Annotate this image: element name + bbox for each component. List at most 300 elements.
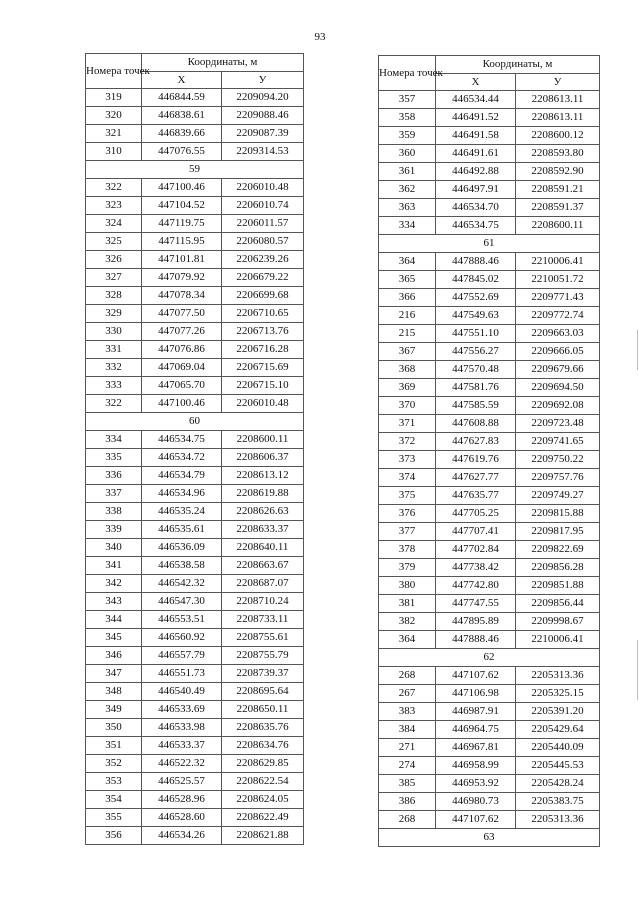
table-row [86, 647, 304, 665]
point-number-cell: 345 [86, 629, 142, 647]
point-number-cell: 331 [86, 341, 142, 359]
y-coordinate-cell: 2206010.74 [222, 197, 304, 215]
table-row [86, 827, 304, 845]
point-number-cell: 320 [86, 107, 142, 125]
y-coordinate-cell: 2208624.05 [222, 791, 304, 809]
table-row [86, 395, 304, 413]
y-column-header: У [516, 73, 600, 91]
table-row [86, 215, 304, 233]
x-coordinate-cell: 446528.96 [142, 791, 222, 809]
x-coordinate-cell: 446534.72 [142, 449, 222, 467]
point-number-cell: 361 [379, 163, 436, 181]
point-number-cell: 215 [379, 325, 436, 343]
table-row [379, 109, 600, 127]
x-coordinate-cell: 446491.58 [436, 127, 516, 145]
y-coordinate-cell: 2206713.76 [222, 323, 304, 341]
y-coordinate-cell: 2209771.43 [516, 289, 600, 307]
table-row [86, 611, 304, 629]
point-number-cell: 365 [379, 271, 436, 289]
x-coordinate-cell: 446534.70 [436, 199, 516, 217]
point-number-cell: 310 [86, 143, 142, 161]
point-number-cell: 353 [86, 773, 142, 791]
y-coordinate-cell: 2206715.69 [222, 359, 304, 377]
coordinates-header: Координаты, м [436, 56, 600, 74]
table-row [86, 557, 304, 575]
y-coordinate-cell: 2209663.03 [516, 325, 600, 343]
point-number-cell: 368 [379, 361, 436, 379]
point-number-cell: 344 [86, 611, 142, 629]
x-coordinate-cell: 447552.69 [436, 289, 516, 307]
point-number-cell: 355 [86, 809, 142, 827]
y-coordinate-cell: 2205325.15 [516, 685, 600, 703]
table-row [86, 341, 304, 359]
table-row [86, 503, 304, 521]
table-row [86, 791, 304, 809]
group-row [379, 829, 600, 847]
x-coordinate-cell: 447581.76 [436, 379, 516, 397]
y-coordinate-cell: 2205445.53 [516, 757, 600, 775]
x-coordinate-cell: 447585.59 [436, 397, 516, 415]
y-coordinate-cell: 2208622.49 [222, 809, 304, 827]
table-row [86, 665, 304, 683]
point-number-cell: 377 [379, 523, 436, 541]
y-coordinate-cell: 2210051.72 [516, 271, 600, 289]
table-row [379, 217, 600, 235]
point-number-cell: 360 [379, 145, 436, 163]
y-coordinate-cell: 2209749.27 [516, 487, 600, 505]
point-number-cell: 271 [379, 739, 436, 757]
y-coordinate-cell: 2208733.11 [222, 611, 304, 629]
point-number-cell: 370 [379, 397, 436, 415]
x-coordinate-cell: 447077.50 [142, 305, 222, 323]
point-number-cell: 364 [379, 253, 436, 271]
y-coordinate-cell: 2205313.36 [516, 667, 600, 685]
x-coordinate-cell: 447107.62 [436, 811, 516, 829]
table-row [86, 269, 304, 287]
y-coordinate-cell: 2205383.75 [516, 793, 600, 811]
point-number-cell: 362 [379, 181, 436, 199]
table-row [379, 595, 600, 613]
x-coordinate-cell: 447104.52 [142, 197, 222, 215]
group-row [379, 649, 600, 667]
x-coordinate-cell: 446560.92 [142, 629, 222, 647]
point-number-cell: 371 [379, 415, 436, 433]
table-row [86, 197, 304, 215]
point-number-cell: 378 [379, 541, 436, 559]
x-coordinate-cell: 447707.41 [436, 523, 516, 541]
y-coordinate-cell: 2206699.68 [222, 287, 304, 305]
y-coordinate-cell: 2209817.95 [516, 523, 600, 541]
x-coordinate-cell: 446491.52 [436, 109, 516, 127]
point-number-cell: 384 [379, 721, 436, 739]
y-coordinate-cell: 2208663.67 [222, 557, 304, 575]
coordinates-header: Координаты, м [142, 54, 304, 72]
point-number-cell: 347 [86, 665, 142, 683]
point-number-cell: 346 [86, 647, 142, 665]
x-coordinate-cell: 446553.51 [142, 611, 222, 629]
x-coordinate-cell: 446953.92 [436, 775, 516, 793]
y-coordinate-cell: 2206715.10 [222, 377, 304, 395]
table-row [86, 773, 304, 791]
y-coordinate-cell: 2206239.26 [222, 251, 304, 269]
y-coordinate-cell: 2208613.11 [516, 109, 600, 127]
x-coordinate-cell: 447845.02 [436, 271, 516, 289]
point-number-cell: 349 [86, 701, 142, 719]
table-row [379, 685, 600, 703]
point-number-cell: 381 [379, 595, 436, 613]
point-number-cell: 374 [379, 469, 436, 487]
table-row [86, 593, 304, 611]
table-row [379, 613, 600, 631]
table-row [379, 811, 600, 829]
x-coordinate-cell: 447107.62 [436, 667, 516, 685]
x-coordinate-cell: 447627.77 [436, 469, 516, 487]
y-coordinate-cell: 2208635.76 [222, 719, 304, 737]
table-row [86, 179, 304, 197]
y-coordinate-cell: 2205440.09 [516, 739, 600, 757]
x-coordinate-cell: 446533.37 [142, 737, 222, 755]
x-coordinate-cell: 447079.92 [142, 269, 222, 287]
point-number-cell: 342 [86, 575, 142, 593]
table-row [379, 505, 600, 523]
y-coordinate-cell: 2209772.74 [516, 307, 600, 325]
y-coordinate-cell: 2209679.66 [516, 361, 600, 379]
table-row [379, 739, 600, 757]
table-row [379, 721, 600, 739]
y-coordinate-cell: 2208619.88 [222, 485, 304, 503]
y-coordinate-cell: 2206010.48 [222, 395, 304, 413]
y-coordinate-cell: 2210006.41 [516, 631, 600, 649]
table-row [86, 719, 304, 737]
table-row [379, 163, 600, 181]
x-coordinate-cell: 446538.58 [142, 557, 222, 575]
point-number-cell: 328 [86, 287, 142, 305]
table-row [379, 487, 600, 505]
y-coordinate-cell: 2209088.46 [222, 107, 304, 125]
y-coordinate-cell: 2208687.07 [222, 575, 304, 593]
table-row [86, 377, 304, 395]
x-coordinate-cell: 447076.86 [142, 341, 222, 359]
x-coordinate-cell: 446525.57 [142, 773, 222, 791]
x-coordinate-cell: 446535.24 [142, 503, 222, 521]
table-row [379, 325, 600, 343]
table-row [86, 467, 304, 485]
table-row [86, 683, 304, 701]
x-coordinate-cell: 446987.91 [436, 703, 516, 721]
table-row [379, 253, 600, 271]
table-row [379, 577, 600, 595]
point-number-cell: 352 [86, 755, 142, 773]
point-number-cell: 366 [379, 289, 436, 307]
x-coordinate-cell: 447551.10 [436, 325, 516, 343]
y-coordinate-cell: 2209851.88 [516, 577, 600, 595]
group-number: 63 [379, 829, 600, 847]
point-number-header: Номера точек [379, 56, 436, 91]
point-number-cell: 323 [86, 197, 142, 215]
table-row [379, 379, 600, 397]
y-coordinate-cell: 2205428.24 [516, 775, 600, 793]
x-coordinate-cell: 447635.77 [436, 487, 516, 505]
y-coordinate-cell: 2205429.64 [516, 721, 600, 739]
x-coordinate-cell: 447077.26 [142, 323, 222, 341]
x-coordinate-cell: 446839.66 [142, 125, 222, 143]
x-coordinate-cell: 446497.91 [436, 181, 516, 199]
x-coordinate-cell: 446958.99 [436, 757, 516, 775]
x-coordinate-cell: 446536.09 [142, 539, 222, 557]
x-coordinate-cell: 446964.75 [436, 721, 516, 739]
point-number-cell: 367 [379, 343, 436, 361]
table-row [379, 397, 600, 415]
table-row [379, 793, 600, 811]
x-coordinate-cell: 447747.55 [436, 595, 516, 613]
x-coordinate-cell: 447115.95 [142, 233, 222, 251]
y-coordinate-cell: 2209822.69 [516, 541, 600, 559]
y-coordinate-cell: 2209856.44 [516, 595, 600, 613]
table-row [379, 703, 600, 721]
y-coordinate-cell: 2209314.53 [222, 143, 304, 161]
table-row [379, 343, 600, 361]
y-coordinate-cell: 2206080.57 [222, 233, 304, 251]
x-coordinate-cell: 447106.98 [436, 685, 516, 703]
table-row [379, 523, 600, 541]
y-coordinate-cell: 2208755.79 [222, 647, 304, 665]
y-coordinate-cell: 2208591.37 [516, 199, 600, 217]
y-coordinate-cell: 2208592.90 [516, 163, 600, 181]
y-coordinate-cell: 2209815.88 [516, 505, 600, 523]
coordinates-table-left [85, 53, 304, 845]
table-row [86, 629, 304, 647]
table-row [379, 775, 600, 793]
x-coordinate-cell: 447119.75 [142, 215, 222, 233]
x-coordinate-cell: 447100.46 [142, 395, 222, 413]
table-row [86, 251, 304, 269]
x-coordinate-cell: 446534.26 [142, 827, 222, 845]
point-number-cell: 337 [86, 485, 142, 503]
point-number-cell: 340 [86, 539, 142, 557]
table-row [86, 755, 304, 773]
group-row [86, 161, 304, 179]
point-number-header: Номера точек [86, 54, 142, 89]
y-coordinate-cell: 2208600.11 [516, 217, 600, 235]
point-number-cell: 356 [86, 827, 142, 845]
y-coordinate-cell: 2208606.37 [222, 449, 304, 467]
group-number: 61 [379, 235, 600, 253]
table-body [379, 91, 600, 847]
table-row [379, 541, 600, 559]
x-coordinate-cell: 446534.96 [142, 485, 222, 503]
point-number-cell: 363 [379, 199, 436, 217]
table-row [379, 667, 600, 685]
point-number-cell: 324 [86, 215, 142, 233]
point-number-cell: 364 [379, 631, 436, 649]
x-coordinate-cell: 447627.83 [436, 433, 516, 451]
coordinates-table-right [378, 55, 600, 847]
x-coordinate-cell: 446844.59 [142, 89, 222, 107]
point-number-cell: 333 [86, 377, 142, 395]
table-row [379, 451, 600, 469]
x-coordinate-cell: 447738.42 [436, 559, 516, 577]
x-coordinate-cell: 446547.30 [142, 593, 222, 611]
point-number-cell: 338 [86, 503, 142, 521]
point-number-cell: 268 [379, 811, 436, 829]
point-number-cell: 322 [86, 395, 142, 413]
y-coordinate-cell: 2208695.64 [222, 683, 304, 701]
table-row [86, 143, 304, 161]
point-number-cell: 354 [86, 791, 142, 809]
table-row [379, 145, 600, 163]
table-row [379, 127, 600, 145]
y-coordinate-cell: 2209998.67 [516, 613, 600, 631]
x-coordinate-cell: 447549.63 [436, 307, 516, 325]
point-number-cell: 325 [86, 233, 142, 251]
x-coordinate-cell: 447895.89 [436, 613, 516, 631]
x-coordinate-cell: 447069.04 [142, 359, 222, 377]
scan-edge-mark [637, 640, 638, 700]
point-number-cell: 385 [379, 775, 436, 793]
y-coordinate-cell: 2209087.39 [222, 125, 304, 143]
x-coordinate-cell: 446967.81 [436, 739, 516, 757]
x-coordinate-cell: 447888.46 [436, 253, 516, 271]
y-coordinate-cell: 2208755.61 [222, 629, 304, 647]
x-coordinate-cell: 446551.73 [142, 665, 222, 683]
x-coordinate-cell: 447702.84 [436, 541, 516, 559]
y-coordinate-cell: 2206679.22 [222, 269, 304, 287]
x-coordinate-cell: 446528.60 [142, 809, 222, 827]
point-number-cell: 373 [379, 451, 436, 469]
scan-edge-mark [637, 330, 638, 370]
y-coordinate-cell: 2208739.37 [222, 665, 304, 683]
y-coordinate-cell: 2205391.20 [516, 703, 600, 721]
point-number-cell: 334 [86, 431, 142, 449]
x-coordinate-cell: 446557.79 [142, 647, 222, 665]
y-coordinate-cell: 2206710.65 [222, 305, 304, 323]
x-coordinate-cell: 446542.32 [142, 575, 222, 593]
table-row [379, 559, 600, 577]
table-row [379, 271, 600, 289]
x-coordinate-cell: 447608.88 [436, 415, 516, 433]
point-number-cell: 343 [86, 593, 142, 611]
y-coordinate-cell: 2209692.08 [516, 397, 600, 415]
group-row [86, 413, 304, 431]
table-row [379, 181, 600, 199]
y-coordinate-cell: 2208621.88 [222, 827, 304, 845]
y-coordinate-cell: 2209856.28 [516, 559, 600, 577]
table-row [379, 361, 600, 379]
table-row [86, 233, 304, 251]
table-row [86, 125, 304, 143]
y-coordinate-cell: 2209750.22 [516, 451, 600, 469]
x-coordinate-cell: 446540.49 [142, 683, 222, 701]
group-number: 62 [379, 649, 600, 667]
x-coordinate-cell: 447065.70 [142, 377, 222, 395]
y-coordinate-cell: 2209094.20 [222, 89, 304, 107]
table-row [86, 449, 304, 467]
point-number-cell: 359 [379, 127, 436, 145]
y-coordinate-cell: 2208629.85 [222, 755, 304, 773]
y-coordinate-cell: 2208591.21 [516, 181, 600, 199]
table-row [86, 431, 304, 449]
point-number-cell: 339 [86, 521, 142, 539]
group-number: 59 [86, 161, 304, 179]
y-coordinate-cell: 2210006.41 [516, 253, 600, 271]
y-coordinate-cell: 2208650.11 [222, 701, 304, 719]
table-row [86, 809, 304, 827]
point-number-cell: 322 [86, 179, 142, 197]
point-number-cell: 274 [379, 757, 436, 775]
y-coordinate-cell: 2209666.05 [516, 343, 600, 361]
y-coordinate-cell: 2206010.48 [222, 179, 304, 197]
table-row [86, 521, 304, 539]
x-coordinate-cell: 446980.73 [436, 793, 516, 811]
x-coordinate-cell: 446838.61 [142, 107, 222, 125]
x-coordinate-cell: 446491.61 [436, 145, 516, 163]
point-number-cell: 372 [379, 433, 436, 451]
x-coordinate-cell: 446534.75 [436, 217, 516, 235]
table-row [379, 631, 600, 649]
x-coordinate-cell: 446533.69 [142, 701, 222, 719]
x-column-header: X [142, 71, 222, 89]
x-column-header: X [436, 73, 516, 91]
x-coordinate-cell: 447570.48 [436, 361, 516, 379]
y-coordinate-cell: 2208593.80 [516, 145, 600, 163]
point-number-cell: 351 [86, 737, 142, 755]
y-coordinate-cell: 2208600.11 [222, 431, 304, 449]
x-coordinate-cell: 447078.34 [142, 287, 222, 305]
table-row [86, 323, 304, 341]
point-number-cell: 267 [379, 685, 436, 703]
point-number-cell: 326 [86, 251, 142, 269]
table-row [86, 305, 304, 323]
y-coordinate-cell: 2208634.76 [222, 737, 304, 755]
table-row [379, 433, 600, 451]
table-row [86, 539, 304, 557]
table-row [379, 469, 600, 487]
x-coordinate-cell: 446492.88 [436, 163, 516, 181]
page-number: 93 [314, 31, 326, 43]
y-coordinate-cell: 2205313.36 [516, 811, 600, 829]
y-coordinate-cell: 2208640.11 [222, 539, 304, 557]
point-number-cell: 380 [379, 577, 436, 595]
point-number-cell: 341 [86, 557, 142, 575]
point-number-cell: 327 [86, 269, 142, 287]
x-coordinate-cell: 446522.32 [142, 755, 222, 773]
point-number-cell: 332 [86, 359, 142, 377]
y-coordinate-cell: 2208600.12 [516, 127, 600, 145]
point-number-cell: 383 [379, 703, 436, 721]
table-row [86, 107, 304, 125]
point-number-cell: 330 [86, 323, 142, 341]
point-number-cell: 379 [379, 559, 436, 577]
table-row [86, 701, 304, 719]
point-number-cell: 382 [379, 613, 436, 631]
x-coordinate-cell: 447619.76 [436, 451, 516, 469]
table-row [379, 415, 600, 433]
point-number-cell: 348 [86, 683, 142, 701]
point-number-cell: 369 [379, 379, 436, 397]
x-coordinate-cell: 446534.44 [436, 91, 516, 109]
point-number-cell: 375 [379, 487, 436, 505]
y-coordinate-cell: 2209723.48 [516, 415, 600, 433]
point-number-cell: 336 [86, 467, 142, 485]
y-column-header: У [222, 71, 304, 89]
table-row [379, 307, 600, 325]
table-row [86, 575, 304, 593]
x-coordinate-cell: 447076.55 [142, 143, 222, 161]
point-number-cell: 376 [379, 505, 436, 523]
y-coordinate-cell: 2208622.54 [222, 773, 304, 791]
point-number-cell: 321 [86, 125, 142, 143]
point-number-cell: 350 [86, 719, 142, 737]
